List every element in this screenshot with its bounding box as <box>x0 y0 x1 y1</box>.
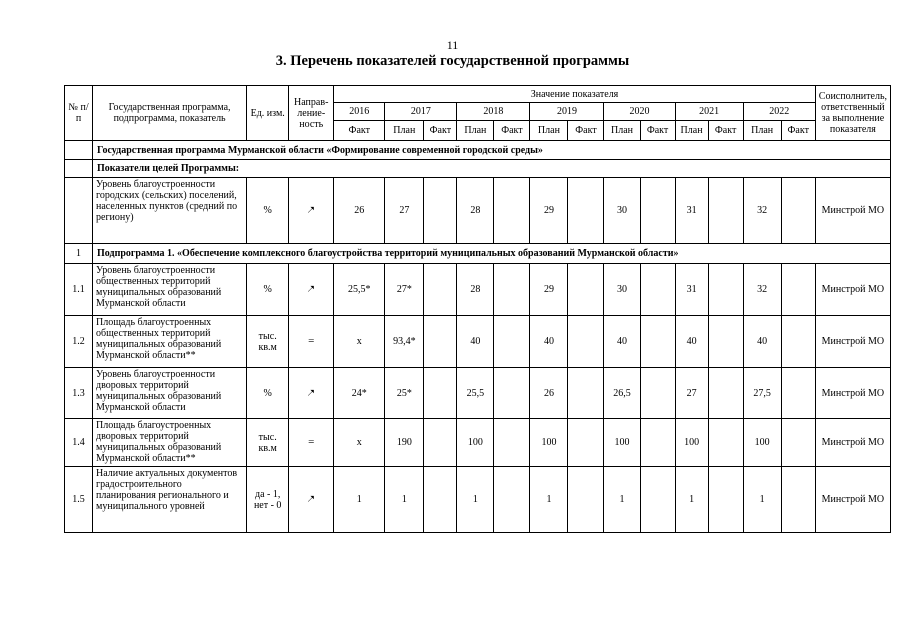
values-header: Значение показателя <box>334 86 816 103</box>
plan-header: План <box>604 121 640 141</box>
direction-cell <box>289 178 334 244</box>
value-cell <box>568 316 604 368</box>
indicator-unit: % <box>247 264 289 316</box>
indicator-unit: % <box>247 178 289 244</box>
value-cell <box>781 419 815 467</box>
executor-cell: Минстрой МО <box>815 467 890 533</box>
executor-cell: Минстрой МО <box>815 368 890 419</box>
row-number: 1.4 <box>65 419 93 467</box>
value-cell: 32 <box>743 264 781 316</box>
value-cell: 27 <box>385 178 424 244</box>
executor-cell: Минстрой МО <box>815 264 890 316</box>
value-cell: 30 <box>604 178 640 244</box>
value-cell: 100 <box>530 419 568 467</box>
indicators-table <box>64 85 891 533</box>
col-direction-header: Направ-ление-ность <box>289 86 334 141</box>
value-cell <box>494 178 530 244</box>
value-cell: 190 <box>385 419 424 467</box>
value-cell <box>640 316 675 368</box>
arrow-up-right-icon: ➝ <box>303 385 319 401</box>
col-num-header: № п/п <box>65 86 93 141</box>
value-cell <box>640 467 675 533</box>
fact-header: Факт <box>334 121 385 141</box>
executor-cell: Минстрой МО <box>815 178 890 244</box>
value-cell: 1 <box>334 467 385 533</box>
year-header: 2021 <box>675 103 743 121</box>
state-program-row <box>65 141 891 160</box>
page-number: 11 <box>446 38 459 52</box>
value-cell: 25,5* <box>334 264 385 316</box>
value-cell: 26,5 <box>604 368 640 419</box>
value-cell: 40 <box>743 316 781 368</box>
value-cell <box>568 178 604 244</box>
arrow-up-right-icon: ➝ <box>303 202 319 218</box>
value-cell: 29 <box>530 264 568 316</box>
state-program-title: Государственная программа Мурманской области «Формирование современной городской среды» <box>93 141 891 160</box>
value-cell: 29 <box>530 178 568 244</box>
value-cell <box>781 368 815 419</box>
value-cell: 28 <box>457 178 494 244</box>
arrow-up-right-icon: ➝ <box>303 491 319 507</box>
row-number: 1.2 <box>65 316 93 368</box>
value-cell: 40 <box>675 316 708 368</box>
value-cell <box>708 264 743 316</box>
value-cell <box>424 316 457 368</box>
page-title: 3. Перечень показателей государственной программы <box>275 53 630 69</box>
equals-icon: = <box>308 335 315 347</box>
direction-cell <box>289 419 334 467</box>
value-cell <box>424 264 457 316</box>
plan-header: План <box>675 121 708 141</box>
value-cell: 26 <box>334 178 385 244</box>
value-cell <box>781 467 815 533</box>
equals-icon: = <box>308 436 315 448</box>
subprogram-row <box>65 244 891 264</box>
subprogram-title: Подпрограмма 1. «Обеспечение комплексного благоустройства территорий муниципальных образований Мурманской области» <box>93 244 891 264</box>
goals-header: Показатели целей Программы: <box>93 160 891 178</box>
value-cell: 31 <box>675 178 708 244</box>
row-number: 1.3 <box>65 368 93 419</box>
direction-cell <box>289 316 334 368</box>
value-cell: 24* <box>334 368 385 419</box>
value-cell <box>424 368 457 419</box>
value-cell: x <box>334 316 385 368</box>
value-cell <box>494 264 530 316</box>
value-cell: 1 <box>385 467 424 533</box>
value-cell <box>708 316 743 368</box>
value-cell <box>781 264 815 316</box>
value-cell <box>708 178 743 244</box>
plan-header: План <box>530 121 568 141</box>
fact-header: Факт <box>424 121 457 141</box>
indicator-unit: % <box>247 368 289 419</box>
year-header: 2019 <box>530 103 604 121</box>
col-executor-header: Соисполнитель, ответственный за выполнение показателя <box>815 86 890 141</box>
direction-cell <box>289 467 334 533</box>
value-cell <box>494 467 530 533</box>
indicator-row <box>65 467 891 533</box>
value-cell: 25* <box>385 368 424 419</box>
indicator-name: Площадь благоустроенных дворовых территорий муниципальных образований Мурманской области** <box>93 419 247 467</box>
value-cell: 1 <box>743 467 781 533</box>
value-cell: 26 <box>530 368 568 419</box>
value-cell <box>424 178 457 244</box>
indicator-unit: тыс. кв.м <box>247 316 289 368</box>
col-name-header: Государственная программа, подпрограмма, показатель <box>93 86 247 141</box>
value-cell: 32 <box>743 178 781 244</box>
value-cell: 28 <box>457 264 494 316</box>
year-header: 2016 <box>334 103 385 121</box>
value-cell <box>568 467 604 533</box>
plan-header: План <box>743 121 781 141</box>
executor-cell: Минстрой МО <box>815 419 890 467</box>
value-cell <box>494 419 530 467</box>
value-cell <box>494 316 530 368</box>
indicator-row <box>65 419 891 467</box>
value-cell: 40 <box>604 316 640 368</box>
value-cell: 1 <box>457 467 494 533</box>
value-cell: 100 <box>675 419 708 467</box>
indicator-name: Уровень благоустроенности общественных территорий муниципальных образований Мурманской области <box>93 264 247 316</box>
value-cell: x <box>334 419 385 467</box>
indicator-unit: тыс. кв.м <box>247 419 289 467</box>
fact-header: Факт <box>494 121 530 141</box>
direction-cell <box>289 264 334 316</box>
year-header: 2017 <box>385 103 457 121</box>
value-cell <box>424 467 457 533</box>
value-cell: 27,5 <box>743 368 781 419</box>
value-cell <box>781 178 815 244</box>
value-cell: 31 <box>675 264 708 316</box>
arrow-up-right-icon: ➝ <box>303 281 319 297</box>
direction-cell <box>289 368 334 419</box>
value-cell <box>781 316 815 368</box>
indicator-name: Уровень благоустроенности дворовых территорий муниципальных образований Мурманской области <box>93 368 247 419</box>
indicator-name: Уровень благоустроенности городских (сельских) поселений, населенных пунктов (средний по региону) <box>93 178 247 244</box>
value-cell <box>708 419 743 467</box>
value-cell: 40 <box>530 316 568 368</box>
value-cell <box>640 178 675 244</box>
value-cell <box>424 419 457 467</box>
value-cell <box>640 264 675 316</box>
value-cell: 1 <box>675 467 708 533</box>
indicator-name: Наличие актуальных документов градостроительного планирования регионального и муниципального уровней <box>93 467 247 533</box>
plan-header: План <box>385 121 424 141</box>
year-header: 2020 <box>604 103 675 121</box>
subprogram-number: 1 <box>65 244 93 264</box>
value-cell: 100 <box>743 419 781 467</box>
value-cell: 100 <box>457 419 494 467</box>
indicator-unit: да - 1, нет - 0 <box>247 467 289 533</box>
indicator-row <box>65 178 891 244</box>
indicator-row <box>65 264 891 316</box>
goals-header-row <box>65 160 891 178</box>
value-cell <box>640 368 675 419</box>
value-cell <box>708 467 743 533</box>
value-cell <box>568 419 604 467</box>
value-cell: 100 <box>604 419 640 467</box>
value-cell <box>494 368 530 419</box>
indicator-name: Площадь благоустроенных общественных территорий муниципальных образований Мурманской области** <box>93 316 247 368</box>
executor-cell: Минстрой МО <box>815 316 890 368</box>
value-cell: 1 <box>604 467 640 533</box>
value-cell <box>708 368 743 419</box>
value-cell: 1 <box>530 467 568 533</box>
value-cell <box>640 419 675 467</box>
fact-header: Факт <box>708 121 743 141</box>
row-number: 1.1 <box>65 264 93 316</box>
col-unit-header: Ед. изм. <box>247 86 289 141</box>
row-number: 1.5 <box>65 467 93 533</box>
year-header: 2022 <box>743 103 815 121</box>
row-number <box>65 178 93 244</box>
value-cell <box>568 368 604 419</box>
fact-header: Факт <box>568 121 604 141</box>
value-cell: 93,4* <box>385 316 424 368</box>
fact-header: Факт <box>781 121 815 141</box>
value-cell <box>568 264 604 316</box>
value-cell: 25,5 <box>457 368 494 419</box>
year-header: 2018 <box>457 103 530 121</box>
indicator-row <box>65 368 891 419</box>
indicator-row <box>65 316 891 368</box>
value-cell: 40 <box>457 316 494 368</box>
fact-header: Факт <box>640 121 675 141</box>
value-cell: 30 <box>604 264 640 316</box>
value-cell: 27* <box>385 264 424 316</box>
plan-header: План <box>457 121 494 141</box>
value-cell: 27 <box>675 368 708 419</box>
